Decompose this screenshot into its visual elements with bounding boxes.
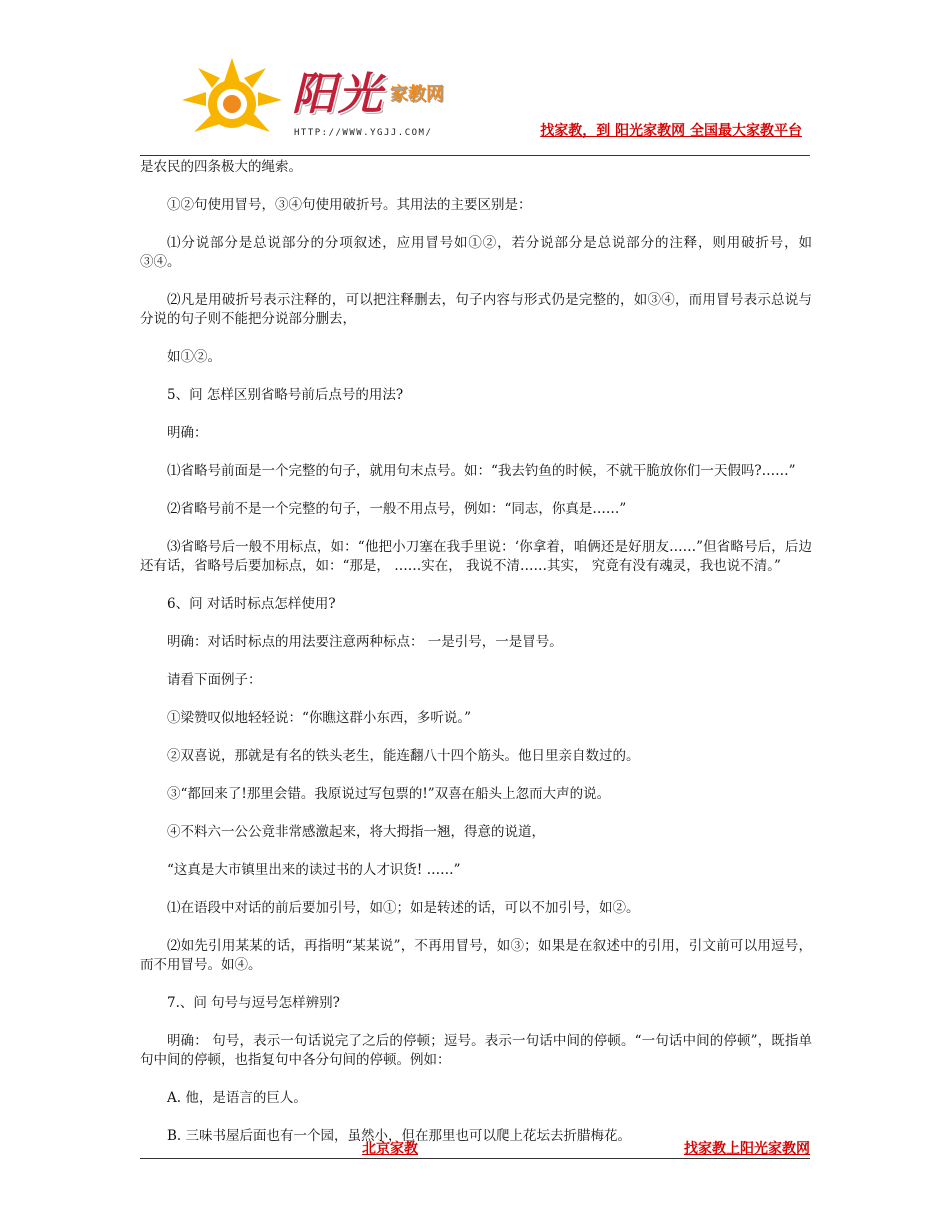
question-heading: 6、问 对话时标点怎样使用? [167,596,336,612]
logo-subtext: 家教网 [390,84,444,105]
question-heading: 5、问 怎样区别省略号前后点号的用法? [167,387,404,403]
page-header [140,40,810,140]
example-sentence: ①梁赞叹似地轻轻说：“你瞧这群小东西，多听说。” [167,710,472,726]
paragraph: 如①②。 [167,349,221,365]
header-slogan-link[interactable]: 找家教，到 阳光家教网 全国最大家教平台 [540,123,802,139]
example-sentence: A. 他，是语言的巨人。 [167,1090,307,1106]
paragraph: ⑶省略号后一般不用标点，如：“他把小刀塞在我手里说：‘你拿着，咱俩还是好朋友……”但省略号后，后边还有话，省略号后要加标点，如：“那是， ……实在， 我说不清……其实， 究竟有没有魂灵，我也说不清。” [140,539,812,574]
paragraph: ⑵省略号前不是一个完整的句子，一般不用点号，例如：“同志，你真是……” [167,501,627,517]
logo-text: 阳光 [292,69,384,120]
paragraph: 请看下面例子： [167,672,262,688]
paragraph: ⑵凡是用破折号表示注释的，可以把注释删去，句子内容与形式仍是完整的，如③④，而用冒号表示总说与分说的句子则不能把分说部分删去， [140,292,812,327]
footer-divider [140,1158,810,1159]
paragraph: ⑵如先引用某某的话，再指明“某某说”，不再用冒号，如③；如果是在叙述中的引用，引文前可以用逗号，而不用冒号。如④。 [140,938,812,973]
header-divider [140,155,810,156]
logo-url: HTTP://WWW.YGJJ.COM/ [294,128,433,138]
paragraph: 明确： 句号，表示一句话说完了之后的停顿；逗号。表示一句话中间的停顿。“一句话中间的停顿”，既指单句中间的停顿，也指复句中各分句间的停顿。例如： [140,1033,812,1068]
paragraph: ①②句使用冒号，③④句使用破折号。其用法的主要区别是： [167,197,532,213]
site-logo[interactable] [180,56,520,140]
paragraph: 明确： [167,425,208,441]
footer-link-find-tutor[interactable]: 找家教上阳光家教网 [684,1141,810,1157]
paragraph: ⑴分说部分是总说部分的分项叙述，应用冒号如①②，若分说部分是总说部分的注释，则用破折号，如③④。 [140,235,812,270]
example-sentence: B. 三味书屋后面也有一个园，虽然小，但在那里也可以爬上花坛去折腊梅花。 [167,1128,632,1144]
paragraph: 是农民的四条极大的绳索。 [140,159,302,175]
paragraph: ⑴在语段中对话的前后要加引号，如①；如是转述的话，可以不加引号，如②。 [167,900,640,916]
document-body [140,158,812,1165]
question-heading: 7.、问 句号与逗号怎样辨别? [167,995,340,1011]
sun-logo-icon [180,56,290,140]
example-sentence: “这真是大市镇里出来的读过书的人才识货! ……” [167,862,461,878]
paragraph: ⑴省略号前面是一个完整的句子，就用句末点号。如：“我去钓鱼的时候，不就干脆放你们一天假吗?……” [167,463,796,479]
example-sentence: ③“都回来了!那里会错。我原说过写包票的!”双喜在船头上忽而大声的说。 [167,786,611,802]
example-sentence: ④不料六一公公竟非常感激起来，将大拇指一翘，得意的说道， [167,824,545,840]
footer-link-beijing-tutor[interactable]: 北京家教 [362,1141,418,1157]
paragraph: 明确：对话时标点的用法要注意两种标点： 一是引号，一是冒号。 [167,634,563,650]
example-sentence: ②双喜说，那就是有名的铁头老生，能连翻八十四个筋头。他日里亲自数过的。 [167,748,640,764]
